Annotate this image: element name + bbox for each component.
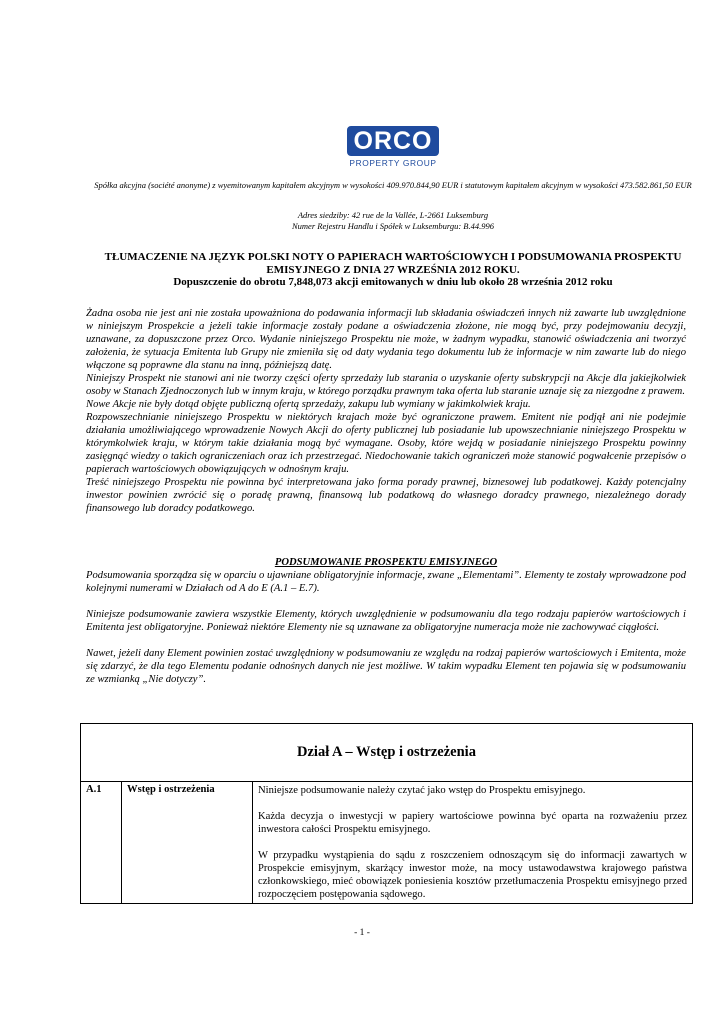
intro-disclaimer (86, 307, 686, 515)
content-paragraph: Niniejsze podsumowanie należy czytać jako wstęp do Prospektu emisyjnego. (258, 785, 586, 796)
orco-logo (347, 126, 439, 170)
company-address (86, 210, 700, 232)
summary-heading: PODSUMOWANIE PROSPEKTU EMISYJNEGO (274, 557, 498, 568)
element-code: A.1 (81, 782, 122, 904)
company-info: Spółka akcyjna (société anonyme) z wyemitowanym kapitałem akcyjnym w wysokości 409.970.844,90 EUR i statutowym kapitałem akcyjnym w wysokości 473.582.861,50 EUR (94, 180, 692, 190)
section-a-table (80, 723, 693, 904)
element-label: Wstęp i ostrzeżenia (122, 782, 253, 904)
registry-line: Numer Rejestru Handlu i Spółek w Luksemburgu: B.44.996 (291, 221, 494, 231)
summary-body (86, 569, 686, 699)
address-line: Adres siedziby: 42 rue de la Vallée, L-2661 Luksemburg (297, 210, 489, 220)
summary-paragraph: Podsumowania sporządza się w oparciu o ujawniane obligatoryjnie informacje, zwane „Elementami”. Elementy te zostały wprowadzone pod kolejnymi numerami w Działach od A do E (A.1 – E.7). (86, 570, 686, 594)
summary-paragraph: Niniejsze podsumowanie zawiera wszystkie Elementy, których uwzględnienie w podsumowaniu dla tego rodzaju papierów wartościowych i Emitenta jest obligatoryjne. Ponieważ niektóre Elementy nie są uznawane za obligatoryjne numeracja może nie zachowywać ciągłości. (86, 609, 686, 633)
summary-paragraph: Nawet, jeżeli dany Element powinien zostać uwzględniony w podsumowaniu ze względu na rodzaj papierów wartościowych i Emitenta, może się zdarzyć, że dla tego Elementu podanie odnośnych danych nie jest możliwe. W takim wypadku Element ten pojawia się w podsumowaniu ze wzmianką „Nie dotyczy”. (86, 648, 686, 685)
logo-subtitle: PROPERTY GROUP (349, 158, 437, 168)
intro-paragraph: Nowe Akcje nie były dotąd objęte publiczną ofertą sprzedaży, zakupu lub wymiany w jakimkolwiek kraju. (86, 399, 531, 410)
content-paragraph: Każda decyzja o inwestycji w papiery wartościowe powinna być oparta na rozważeniu przez inwestora całości Prospektu emisyjnego. (258, 811, 687, 835)
title-main: TŁUMACZENIE NA JĘZYK POLSKI NOTY O PAPIERACH WARTOŚCIOWYCH I PODSUMOWANIA PROSPEKTU EMISYJNEGO Z DNIA 27 WRZEŚNIA 2012 ROKU. (104, 251, 682, 276)
logo-wordmark: ORCO (347, 126, 439, 156)
document-title (86, 251, 700, 289)
intro-paragraph: Treść niniejszego Prospektu nie powinna być interpretowana jako forma porady prawnej, biznesowej lub podatkowej. Każdy potencjalny inwestor powinien zwrócić się o poradę prawną, finansową lub podatkową do własnego doradcy prawnego, niezależnego dorady finansowego lub doradcy podatkowego. (86, 477, 686, 514)
table-row (81, 782, 693, 904)
section-title-row (81, 724, 693, 782)
section-title: Dział A – Wstęp i ostrzeżenia (81, 724, 693, 782)
intro-paragraph: Rozpowszechnianie niniejszego Prospektu w niektórych krajach może być ograniczone prawem. Emitent nie podjął ani nie podejmie działania umożliwiającego wprowadzenie Nowych Akcji do oferty publicznej lub posiadanie lub upowszechnianie niniejszego Prospektu w którymkolwiek kraju, w którym takie działania mogą być wymagane. Osoby, które wejdą w posiadanie niniejszego Prospektu powinny zasięgnąć wiedzy o takich ograniczeniach oraz ich przestrzegać. Niedochowanie takich ograniczeń może stanowić pogwałcenie przepisów o papierach wartościowych obowiązujących w odnośnym kraju. (86, 412, 686, 475)
page-number: - 1 - (354, 928, 370, 938)
content-paragraph: W przypadku wystąpienia do sądu z roszczeniem odnoszącym się do informacji zawartych w Prospekcie emisyjnym, skarżący inwestor może, na mocy ustawodawstwa krajowego państwa członkowskiego, mieć obowiązek poniesienia kosztów przetłumaczenia Prospektu emisyjnego przed rozpoczęciem postępowania sądowego. (258, 850, 687, 900)
intro-paragraph: Niniejszy Prospekt nie stanowi ani nie tworzy części oferty sprzedaży lub starania o uzyskanie oferty subskrypcji na Akcje dla jakiejkolwiek osoby w Stanach Zjednoczonych lub w innym kraju, w którego porządku prawnym taka oferta lub staranie uznaje się za niezgodne z prawem. (86, 373, 686, 397)
intro-paragraph: Żadna osoba nie jest ani nie została upoważniona do podawania informacji lub składania oświadczeń innych niż zawarte lub uwzględnione w niniejszym Prospekcie a jeżeli takie informacje zostały podane a oświadczenia złożone, nie mogą być, przy podejmowaniu decyzji, uznawane, za dopuszczone przez Orco. Wydanie niniejszego Prospektu nie może, w żadnym wypadku, stanowić oświadczenia ani tworzyć założenia, że sytuacja Emitenta lub Grupy nie zmieniła się od daty wydania tego dokumentu lub że informacje w nim zawarte lub do niego włączone są poprawne dla stanu na inną, późniejszą datę. (86, 308, 686, 371)
title-admission: Dopuszczenie do obrotu 7,848,073 akcji emitowanych w dniu lub około 28 września 2012 roku (173, 276, 613, 288)
element-content (253, 782, 693, 904)
